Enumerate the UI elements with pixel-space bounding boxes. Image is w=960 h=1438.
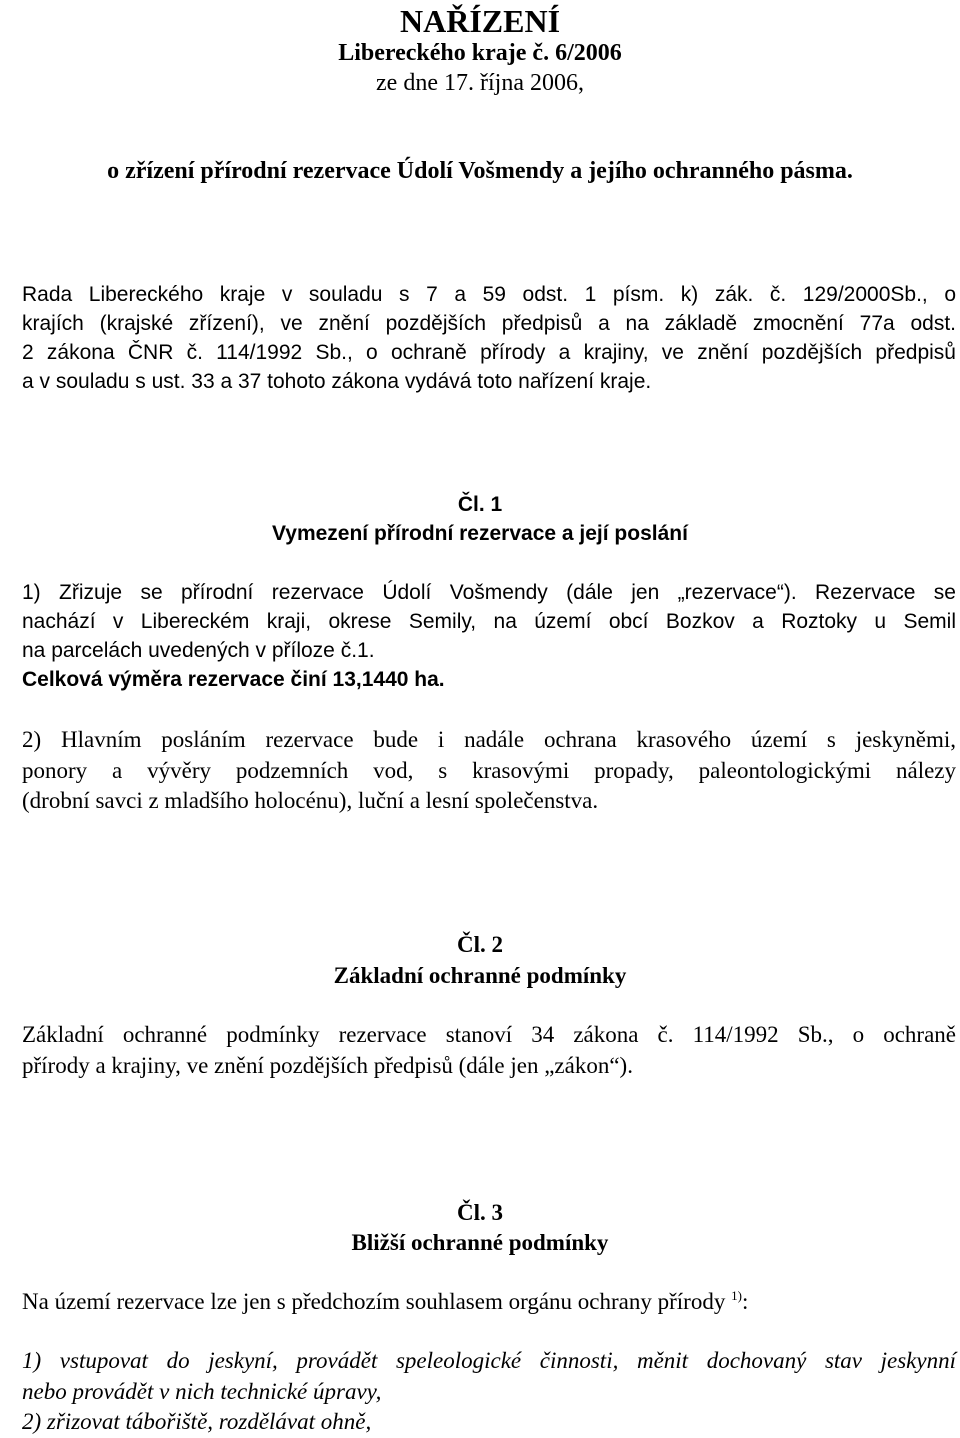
paragraph-line: (drobní savci z mladšího holocénu), luční a lesní společenstva.: [22, 788, 599, 813]
article-2-heading: Základní ochranné podmínky: [333, 963, 627, 988]
paragraph-line: na parcelách uvedených v příloze č.1.: [22, 639, 375, 662]
preamble-line: Rada Libereckého kraje v souladu s 7 a 59 odst. 1 písm. k) zák. č. 129/2000Sb., o: [22, 283, 956, 306]
preamble: [22, 280, 956, 396]
document-subtitle: Libereckého kraje č. 6/2006: [338, 40, 622, 66]
area-statement: Celková výměra rezervace činí 13,1440 ha.: [22, 668, 445, 691]
intro-text: Na území rezervace lze jen s předchozím souhlasem orgánu ochrany přírody: [22, 1289, 726, 1314]
article-2-number: Čl. 2: [457, 932, 503, 957]
list-item-continuation: nebo provádět v nich technické úpravy,: [22, 1378, 382, 1404]
article-3-heading: Bližší ochranné podmínky: [351, 1230, 609, 1255]
article-1-paragraph-2: [22, 725, 956, 817]
document-title: NAŘÍZENÍ: [399, 3, 561, 39]
preamble-line: a v souladu s ust. 33 a 37 tohoto zákona vydává toto nařízení kraje.: [22, 370, 652, 393]
paragraph-line: nachází v Libereckém kraji, okrese Semily, na území obcí Bozkov a Roztoky u Semil: [22, 610, 956, 633]
footnote-reference: 1): [731, 1288, 742, 1303]
list-item: 2) zřizovat tábořiště, rozdělávat ohně,: [22, 1409, 372, 1434]
article-3-items: [22, 1346, 956, 1438]
document-date: ze dne 17. října 2006,: [376, 70, 584, 96]
paragraph-line: ponory a vývěry podzemních vod, s krasovými propady, paleontologickými nálezy: [22, 757, 956, 783]
preamble-line: krajích (krajské zřízení), ve znění pozdějších předpisů a na základě zmocnění 77a odst.: [22, 312, 956, 335]
paragraph-line: 2) Hlavním posláním rezervace bude i nadále ochrana krasového území s jeskyněmi,: [22, 727, 956, 752]
article-1-paragraph-1: [22, 578, 956, 694]
preamble-line: 2 zákona ČNR č. 114/1992 Sb., o ochraně přírody a krajiny, ve znění pozdějších předpisů: [22, 341, 956, 364]
article-2-text: [22, 1020, 956, 1081]
paragraph-line: přírody a krajiny, ve znění pozdějších předpisů (dále jen „zákon“).: [22, 1052, 633, 1078]
article-3-number: Čl. 3: [457, 1200, 503, 1225]
article-1-heading: Vymezení přírodní rezervace a její poslání: [272, 522, 688, 545]
document-subject: o zřízení přírodní rezervace Údolí Vošmendy a jejího ochranného pásma.: [107, 158, 853, 184]
article-1-number: Čl. 1: [457, 493, 503, 516]
article-3-intro: [22, 1287, 956, 1318]
paragraph-line: 1) Zřizuje se přírodní rezervace Údolí Vošmendy (dále jen „rezervace“). Rezervace se: [22, 581, 956, 604]
list-item: 1) vstupovat do jeskyní, provádět speleologické činnosti, měnit dochovaný stav jeskynní: [22, 1348, 956, 1373]
paragraph-line: Základní ochranné podmínky rezervace stanoví 34 zákona č. 114/1992 Sb., o ochraně: [22, 1022, 956, 1047]
intro-colon: :: [741, 1289, 749, 1314]
